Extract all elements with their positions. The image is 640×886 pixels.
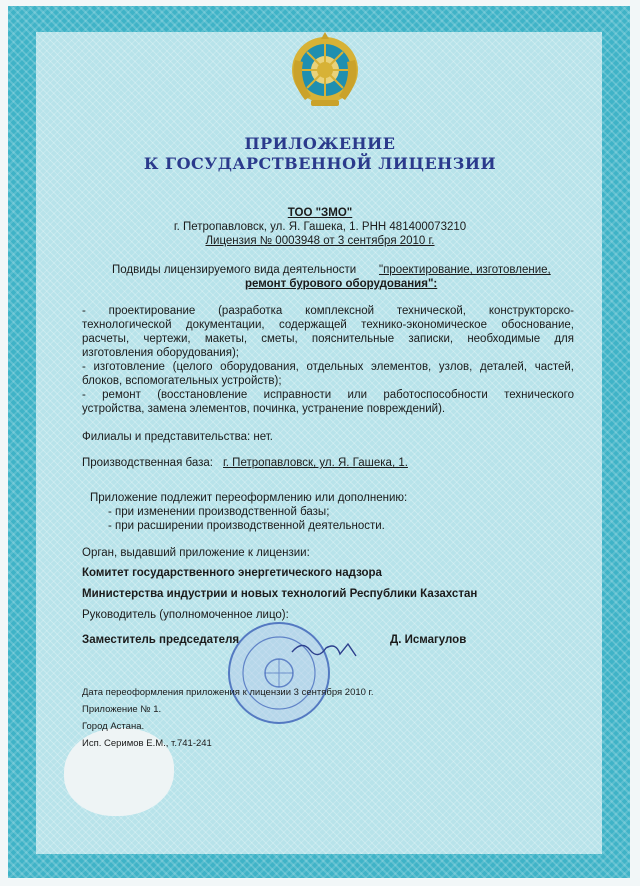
list-line: изготовления оборудования); (82, 347, 239, 359)
city: Город Астана. (82, 721, 145, 732)
document-subtitle: К ГОСУДАРСТВЕННОЙ ЛИЦЕНЗИИ (143, 154, 497, 173)
signatory-position: Заместитель председателя (82, 634, 240, 646)
reissue-item: - при расширении производственной деятельности. (108, 520, 385, 532)
list-line: - проектирование (разработка комплексной технической, конструкторско- (82, 305, 574, 317)
list-line: расчеты, чертежи, макеты, сметы, пояснительные записки, необходимые для (82, 333, 574, 345)
production-base-label: Производственная база: (82, 457, 213, 469)
reissue-heading: Приложение подлежит переоформлению или дополнению: (90, 492, 408, 504)
issuer-line-1: Комитет государственного энергетического надзора (82, 567, 382, 579)
subtypes-label: Подвиды лицензируемого вида деятельности (112, 264, 357, 276)
list-line: технологической документации, содержащей технико-экономическое обоснование, (82, 319, 574, 331)
issuer-line-2: Министерства индустрии и новых технологий Республики Казахстан (82, 588, 478, 600)
document-title: ПРИЛОЖЕНИЕ (244, 134, 396, 153)
signatory-name: Д. Исмагулов (390, 634, 467, 646)
license-number: Лицензия № 0003948 от 3 сентября 2010 г. (205, 235, 435, 247)
company-address: г. Петропавловск, ул. Я. Гашека, 1. РНН 481400073210 (173, 221, 467, 233)
production-base-value: г. Петропавловск, ул. Я. Гашека, 1. (223, 457, 408, 469)
list-line: устройства, замена элементов, починка, устранение повреждений). (82, 403, 446, 415)
company-name: ТОО "ЗМО" (287, 207, 353, 219)
reissue-date: Дата переоформления приложения к лицензии 3 сентября 2010 г. (82, 687, 374, 698)
subtypes-value-2: ремонт бурового оборудования": (245, 278, 438, 290)
head-label: Руководитель (уполномоченное лицо): (82, 609, 289, 621)
state-emblem-icon (287, 30, 363, 110)
branches-text: Филиалы и представительства: нет. (82, 431, 273, 443)
list-line: - изготовление (целого оборудования, отдельных элементов, узлов, деталей, частей, (82, 361, 574, 373)
reissue-item: - при изменении производственной базы; (108, 506, 330, 518)
subtypes-value-1: "проектирование, изготовление, (379, 264, 551, 276)
signature-icon (290, 636, 360, 662)
appendix-number: Приложение № 1. (82, 704, 162, 715)
list-line: - ремонт (восстановление исправности или работоспособности технического (82, 389, 574, 401)
list-line: блоков, вспомогательных устройств); (82, 375, 282, 387)
issuer-label: Орган, выдавший приложение к лицензии: (82, 547, 310, 559)
executor: Исп. Серимов Е.М., т.741-241 (82, 738, 212, 749)
